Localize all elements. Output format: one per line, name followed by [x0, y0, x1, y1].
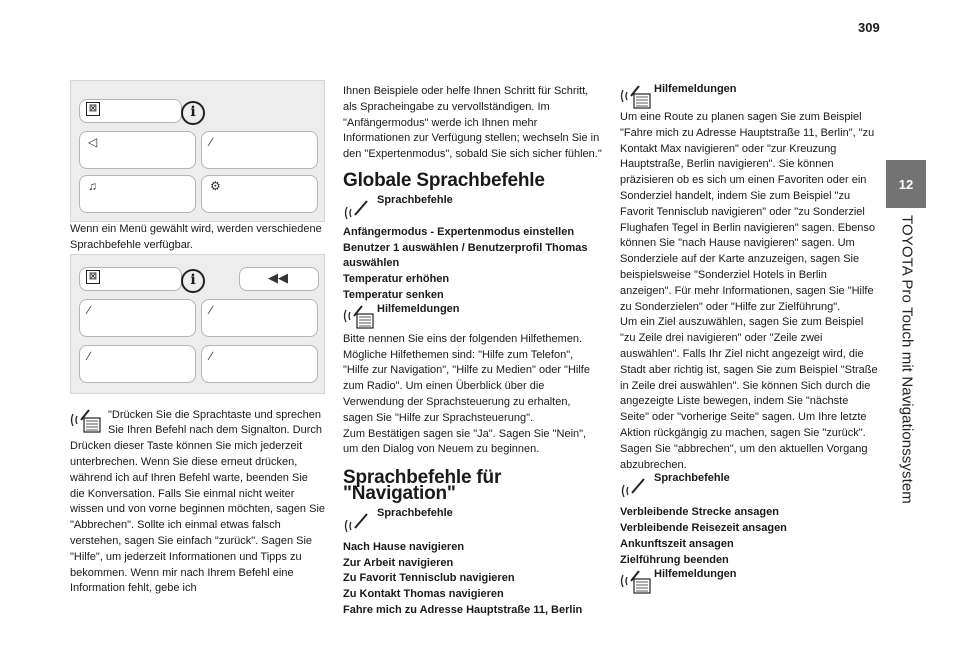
- list-item: Temperatur senken: [343, 288, 444, 301]
- voice-icon: ∕: [210, 135, 213, 149]
- voice-icon: ∕: [210, 348, 213, 363]
- settings-icon: ⚙: [210, 179, 221, 193]
- list-item: Nach Hause navigieren: [343, 540, 465, 553]
- close-box-icon: ⊠: [86, 102, 100, 116]
- voice-help-icon: [343, 304, 377, 330]
- close-box-icon: ⊠: [86, 270, 100, 284]
- voice-help-icon: [620, 569, 654, 595]
- help-label: Hilfemeldungen: [654, 567, 737, 580]
- help-label: Hilfemeldungen: [377, 302, 460, 315]
- column-3: [620, 84, 878, 595]
- music-icon: ♫: [88, 179, 97, 193]
- info-icon: i: [181, 269, 205, 293]
- list-item: Zu Kontakt Thomas navigieren: [343, 588, 504, 601]
- menu-button: [79, 345, 196, 383]
- menu-button-voice: [201, 131, 318, 169]
- page-number: 309: [858, 20, 880, 35]
- voice-icon: ∕: [88, 302, 91, 317]
- help-text-a: Um eine Route zu planen sagen Sie zum Beispiel "Fahre mich zu Adresse Hauptstraße 11, Berlin", "zu Kontakt Max navigieren" oder "zur Kreuzung Hauptstraße, Berlin navigieren". Sie können präzisieren ob es sich um einen Favoriten oder ein Sonderziel handelt, indem Sie zum Beispiel "zu Favorit Tennisclub navigieren" oder "zu Sonderziel Flughafen Tegel in Berlin navigieren" sagen. Ebenso können Sie "nach Hause navigieren" sagen. Um Sonderziele auf der Karte anzuzeigen, sagen Sie beispielsweise "Sonderziel Hotels in Berlin anzeigen". Für mehr Informationen, sagen Sie "Hilfe zu Sonderzielen" oder "Hilfe zur Zielführung".: [620, 111, 876, 313]
- list-item: Verbleibende Strecke ansagen: [620, 506, 779, 519]
- global-commands-list: [343, 225, 602, 304]
- voice-note-text: "Drücken Sie die Sprachtaste und sprechen Sie Ihren Befehl nach dem Signalton. Durch Drücken dieser Taste können Sie mich jederzeit unterbrechen. Wenn Sie diese erneut drücken, während ich auf Ihren Befehl warte, beenden Sie die Konversation. Falls Sie einmal nicht weiter wissen und von vorne beginnen möchten, sagen Sie "Abbrechen". Sollte ich einmal etwas falsch verstehen, sagen Sie einfach "zurück". Sagen Sie "Hilfe", um jederzeit Informationen und Tipps zu bekommen. Wenn mir nach Ihrem Befehl eine Information fehlt, gebe ich: [70, 408, 326, 595]
- list-item: Zu Favorit Tennisclub navigieren: [343, 572, 515, 585]
- voice-menu-screen-1: [70, 80, 325, 222]
- voice-icon: ∕: [88, 348, 91, 363]
- menu-button: [201, 299, 318, 337]
- speech-icon: [343, 508, 377, 534]
- column-2: [343, 84, 602, 619]
- list-item: Temperatur erhöhen: [343, 273, 450, 286]
- route-commands-list: [620, 505, 878, 568]
- chapter-tab: 12: [886, 160, 926, 208]
- commands-header: [343, 508, 602, 534]
- commands-header: [343, 195, 602, 221]
- menu-button-navigation: [79, 131, 196, 169]
- commands-label: Sprachbefehle: [377, 506, 453, 519]
- list-item: Benutzer 1 auswählen / Benutzerprofil Thomas auswählen: [343, 241, 588, 270]
- voice-help-icon: [70, 408, 104, 434]
- list-item: Anfängermodus - Expertenmodus einstellen: [343, 225, 575, 238]
- voice-menu-screen-2: [70, 254, 325, 394]
- menu-button-settings: [201, 175, 318, 213]
- list-item: Zur Arbeit navigieren: [343, 556, 454, 569]
- voice-help-icon: [620, 84, 654, 110]
- caption-menu: Wenn ein Menü gewählt wird, werden verschiedene Sprachbefehle verfügbar.: [70, 223, 322, 251]
- help-label: Hilfemeldungen: [654, 83, 737, 95]
- navigation-icon: ◁: [88, 135, 98, 149]
- menu-button: [201, 345, 318, 383]
- heading-navigation-commands: Sprachbefehle für "Navigation": [343, 467, 502, 504]
- heading-global-commands: Globale Sprachbefehle: [343, 169, 545, 191]
- speech-icon: [620, 473, 654, 499]
- help-header: [620, 569, 878, 595]
- list-item: Verbleibende Reisezeit ansagen: [620, 522, 787, 535]
- help-text-2: Zum Bestätigen sagen sie "Ja". Sagen Sie "Nein", um den Dialog von Neuem zu beginnen.: [343, 427, 587, 456]
- back-button: [239, 267, 319, 291]
- close-button: [79, 99, 182, 123]
- help-text-b: Um ein Ziel auszuwählen, sagen Sie zum Beispiel "zu Zeile drei navigieren" oder "Zeile zwei auswählen". Falls Ihr Ziel nicht angezeigt wird, die Stadt aber richtig ist, sagen Sie zum Beispiel "Straße in Zeile drei auswählen". Sie können Sich durch die angezeigte Liste bewegen, indem Sie "nächste Seite" oder "vorherige Seite" sagen. Um Ihre letzte Aktion rückgängig zu machen, sagen Sie "zurück". Sagen Sie "abbrechen", um den aktuellen Vorgang abzubrechen.: [620, 316, 878, 471]
- speech-icon: [343, 195, 377, 221]
- commands-label: Sprachbefehle: [654, 472, 730, 485]
- help-text-1: Bitte nennen Sie eins der folgenden Hilfethemen. Mögliche Hilfethemen sind: "Hilfe zum Telefon", "Hilfe zur Navigation", "Hilfe zu Medien" oder "Hilfe zum Radio". Um einen Überblick über die Verwendung der Sprachsteuerung zu erhalten, sagen Sie "Hilfe zur Sprachsteuerung".: [343, 332, 590, 424]
- commands-header: [620, 473, 878, 499]
- info-icon: i: [181, 101, 205, 125]
- navigation-commands-list: [343, 540, 602, 619]
- menu-button-music: [79, 175, 196, 213]
- intro-text: Ihnen Beispiele oder helfe Ihnen Schritt für Schritt, als Spracheingabe zu vervollständigen. Im "Anfängermodus" werde ich Ihnen mehr Informationen zur Verfügung stellen; wechseln Sie in den "Expertenmodus", sobald Sie sich sicher fühlen.": [343, 85, 602, 161]
- close-button: [79, 267, 182, 291]
- rewind-icon: ◀◀: [268, 269, 288, 285]
- help-header: [620, 84, 878, 110]
- list-item: Zielführung beenden: [620, 553, 729, 566]
- column-1: [70, 80, 325, 597]
- voice-note: [70, 408, 325, 598]
- menu-button: [79, 299, 196, 337]
- help-header: [343, 304, 602, 330]
- chapter-title: TOYOTA Pro Touch mit Navigationssystem: [898, 215, 916, 504]
- list-item: Ankunftszeit ansagen: [620, 537, 734, 550]
- voice-icon: ∕: [210, 302, 213, 317]
- list-item: Fahre mich zu Adresse Hauptstraße 11, Berlin: [343, 603, 583, 616]
- commands-label: Sprachbefehle: [377, 193, 453, 206]
